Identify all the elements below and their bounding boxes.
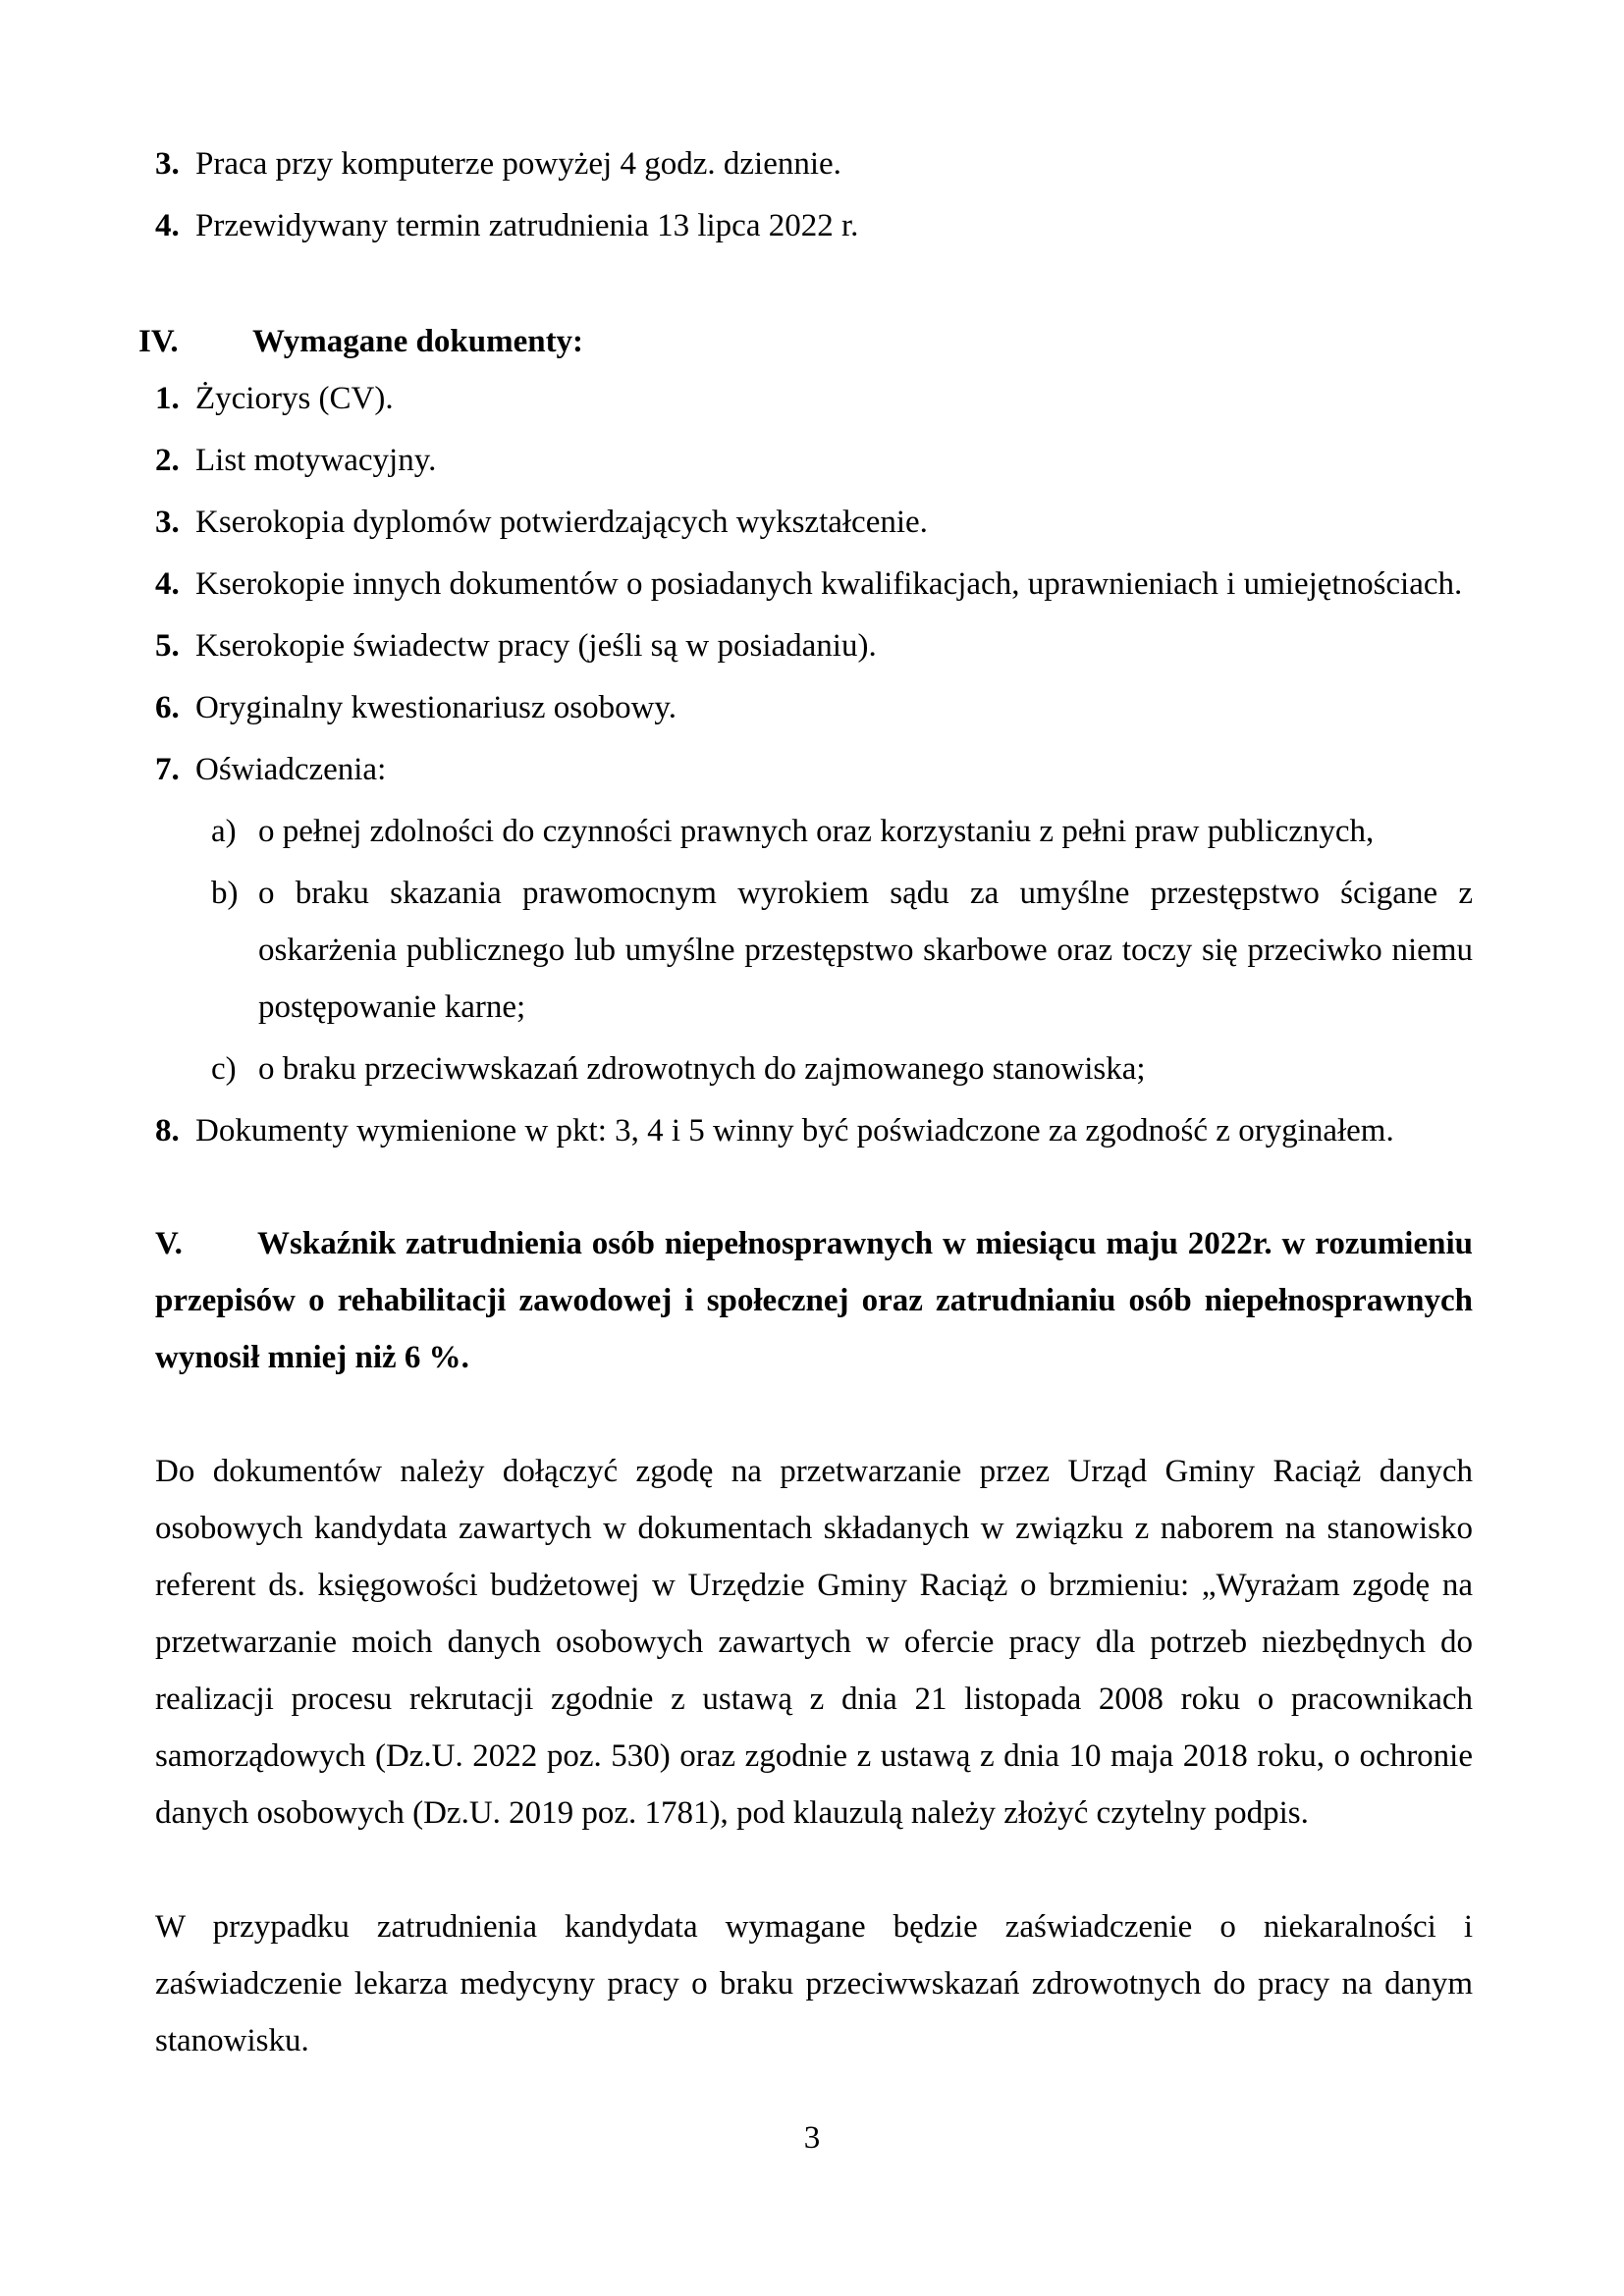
list-item-number: 2.: [155, 443, 180, 478]
section-v-text: Wskaźnik zatrudnienia osób niepełnosprawnych w miesiącu maju 2022r. w rozumieniu przepisów o rehabilitacji zawodowej i społecznej oraz zatrudnianiu osób niepełnosprawnych wynosił mniej niż 6 %.: [155, 1226, 1473, 1375]
list-item: [155, 197, 1473, 254]
section-iv-list: [155, 370, 1473, 1159]
list-item: [155, 1102, 1473, 1159]
list-item-text: Kserokopie innych dokumentów o posiadanych kwalifikacjach, uprawnieniach i umiejętnościach.: [195, 566, 1463, 602]
section-v-label: V.: [155, 1226, 183, 1261]
list-subitem-letter: c): [211, 1051, 237, 1087]
list-subitem-text: o braku skazania prawomocnym wyrokiem sądu za umyślne przestępstwo ścigane z oskarżenia publicznego lub umyślne przestępstwo skarbowe oraz toczy się przeciwko niemu postępowanie karne;: [258, 876, 1473, 1025]
list-subitem: [155, 803, 1473, 860]
list-subitem-letter: a): [211, 814, 237, 849]
list-item: [155, 494, 1473, 551]
page-content: [138, 135, 1473, 2069]
list-item-number: 5.: [155, 628, 180, 664]
list-item: [155, 370, 1473, 427]
list-subitem-text: o pełnej zdolności do czynności prawnych oraz korzystaniu z pełni praw publicznych,: [258, 814, 1375, 849]
list-item-number: 7.: [155, 752, 180, 787]
list-subitem-text: o braku przeciwwskazań zdrowotnych do zajmowanego stanowiska;: [258, 1051, 1146, 1087]
list-item-number: 6.: [155, 690, 180, 725]
section-iv-title: Wymagane dokumenty:: [252, 324, 584, 359]
page-number: 3: [803, 2120, 821, 2156]
section-v-paragraph: [155, 1215, 1473, 1386]
list-item-text: Życiorys (CV).: [195, 381, 394, 416]
list-item: [155, 135, 1473, 192]
consent-clause-paragraph: Do dokumentów należy dołączyć zgodę na przetwarzanie przez Urząd Gminy Raciąż danych osobowych kandydata zawartych w dokumentach składanych w związku z naborem na stanowisko referent ds. księgowości budżetowej w Urzędzie Gminy Raciąż o brzmieniu: „Wyrażam zgodę na przetwarzanie moich danych osobowych zawartych w ofercie pracy dla potrzeb niezbędnych do realizacji procesu rekrutacji zgodnie z ustawą z dnia 21 listopada 2008 roku o pracownikach samorządowych (Dz.U. 2022 poz. 530) oraz zgodnie z ustawą z dnia 10 maja 2018 roku, o ochronie danych osobowych (Dz.U. 2019 poz. 1781), pod klauzulą należy złożyć czytelny podpis.: [155, 1454, 1473, 1831]
list-item: [155, 741, 1473, 798]
list-item-text: Oświadczenia:: [195, 752, 387, 787]
list-item-number: 3.: [155, 505, 180, 540]
list-item-text: Przewidywany termin zatrudnienia 13 lipca 2022 r.: [195, 208, 859, 243]
list-item-number: 8.: [155, 1113, 180, 1148]
list-subitem: [155, 865, 1473, 1036]
list-item-number: 1.: [155, 381, 180, 416]
list-subitem-letter: b): [211, 876, 239, 911]
list-item: [155, 432, 1473, 489]
list-item-text: Kserokopia dyplomów potwierdzających wykształcenie.: [195, 505, 928, 540]
list-item: [155, 679, 1473, 736]
section-iv-label: IV.: [138, 324, 179, 359]
employment-requirements-paragraph: W przypadku zatrudnienia kandydata wymagane będzie zaświadczenie o niekaralności i zaświadczenie lekarza medycyny pracy o braku przeciwwskazań zdrowotnych do pracy na danym stanowisku.: [155, 1909, 1473, 2058]
section-iv-header: [138, 313, 1473, 370]
list-item: [155, 617, 1473, 674]
list-item-text: Kserokopie świadectw pracy (jeśli są w posiadaniu).: [195, 628, 877, 664]
list-subitem: [155, 1041, 1473, 1097]
list-item: [155, 556, 1473, 613]
list-item-number: 3.: [155, 146, 180, 182]
list-item-text: Dokumenty wymienione w pkt: 3, 4 i 5 winny być poświadczone za zgodność z oryginałem.: [195, 1113, 1394, 1148]
list-item-number: 4.: [155, 208, 180, 243]
list-item-text: List motywacyjny.: [195, 443, 437, 478]
list-item-number: 4.: [155, 566, 180, 602]
list-item-text: Praca przy komputerze powyżej 4 godz. dziennie.: [195, 146, 841, 182]
list-item-text: Oryginalny kwestionariusz osobowy.: [195, 690, 677, 725]
